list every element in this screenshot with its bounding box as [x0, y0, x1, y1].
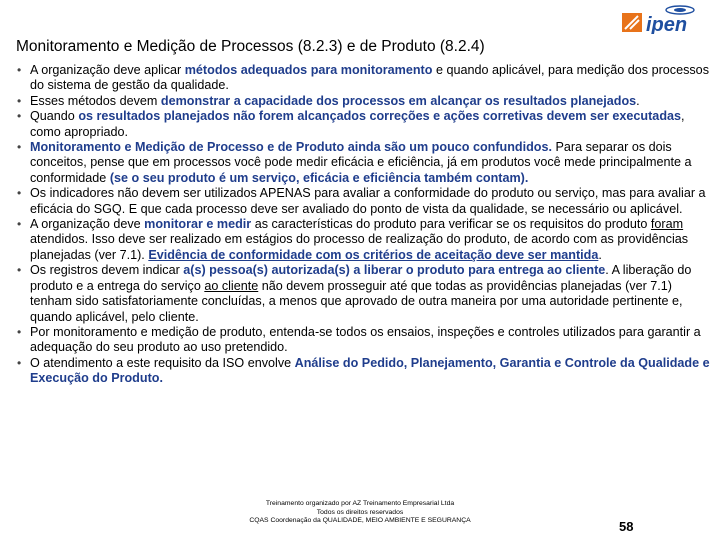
bullet-text: demonstrar a capacidade dos processos em alcançar os resultados planejados [160, 93, 637, 108]
bullet-text: O atendimento a este requisito da ISO envolve [30, 355, 295, 370]
bullet-text: Análise do Pedido, Planejamento, Garantia e Controle da Qualidade e Execução do Produto. [30, 355, 710, 386]
footer-line-1: Treinamento organizado por AZ Treinamento Empresarial Ltda [265, 500, 455, 507]
bullet-text: Por monitoramento e medição de produto, entenda-se todos os ensaios, inspeções e controles utilizados para garantir a adequação do seu produto ao uso pretendido. [30, 324, 701, 355]
bullet-text: Evidência de conformidade com os critérios de aceitação deve ser mantida [148, 247, 599, 262]
bullet-text: a(s) pessoa(s) autorizada(s) a liberar o produto para entrega ao cliente [183, 263, 606, 278]
bullet-list [16, 63, 716, 387]
bullet-item [16, 356, 716, 387]
bullet-item [16, 217, 716, 263]
bullet-text: A organização deve aplicar [30, 63, 185, 77]
bullet-text: monitorar e medir [144, 217, 252, 232]
bullet-text: Para separar os dois conceitos, pense que em processos você pode medir eficácia e eficiência, já em produtos você mede principalmente a conformidade [30, 140, 692, 185]
atom-icon [666, 6, 694, 14]
bullet-text: A organização deve [30, 217, 145, 232]
bullet-text: Os registros devem indicar [30, 263, 184, 278]
page-title: Monitoramento e Medição de Processos (8.2.3) e de Produto (8.2.4) [16, 38, 485, 55]
bullet-text: foram [650, 217, 684, 232]
page-number: 58 [619, 519, 634, 534]
bullet-text: (se o seu produto é um serviço, eficácia e eficiência também contam). [109, 170, 529, 185]
bullet-item [16, 325, 716, 356]
bullet-text: Quando [30, 109, 79, 124]
logo-text: ipen [646, 14, 688, 34]
bullet-text: Os indicadores não devem ser utilizados APENAS para avaliar a conformidade do produto ou serviço, mas para avaliar a eficácia do SGQ. E que cada processo deve ser avaliado do ponto de vista da qualidade, se necessário ou aplicável. [30, 186, 706, 216]
bullet-text: Monitoramento e Medição de Processo e de Produto ainda são um pouco confundidos. [30, 140, 553, 155]
ipen-logo [620, 4, 712, 34]
bullet-item [16, 186, 716, 217]
footer-line-2: Todos os direitos reservados [316, 508, 404, 516]
logo-mark-icon [622, 13, 642, 32]
footer-line-3: CQAS Coordenação da QUALIDADE, MEIO AMBIENTE E SEGURANÇA [249, 517, 471, 525]
bullet-text: atendidos. Isso deve ser realizado em estágios do processo de realização do produto, de acordo com as providências planejadas (ver 7.1). [30, 232, 689, 262]
bullet-text: métodos adequados para monitoramento [184, 63, 433, 77]
bullet-item [16, 263, 716, 325]
bullet-text: e quando aplicável, para medição dos processos do sistema de gestão da qualidade. [30, 63, 709, 93]
bullet-text: . [636, 93, 640, 108]
bullet-item [16, 63, 716, 94]
bullet-text: , como apropriado. [30, 109, 685, 139]
bullet-text: não devem prosseguir até que todas as providências planejadas (ver 7.1) tenham sido satisfatoriamente concluídas, a menos que aprovado de outra maneira por uma autoridade pertinente e, quando aplicável, pelo cliente. [30, 278, 683, 324]
footer [200, 500, 520, 526]
bullet-text: ao cliente [204, 278, 259, 293]
bullet-text: as características do produto para verificar se os requisitos do produto [251, 217, 651, 232]
bullet-text: Esses métodos devem [30, 93, 161, 108]
bullet-item [16, 140, 716, 186]
bullet-text: . A liberação do produto e a entrega do serviço [30, 263, 692, 293]
bullet-text: os resultados planejados não forem alcançados correções e ações corretivas devem ser executadas [78, 109, 682, 124]
bullet-text: . [598, 247, 602, 262]
bullet-item [16, 109, 716, 140]
bullet-item [16, 94, 716, 109]
